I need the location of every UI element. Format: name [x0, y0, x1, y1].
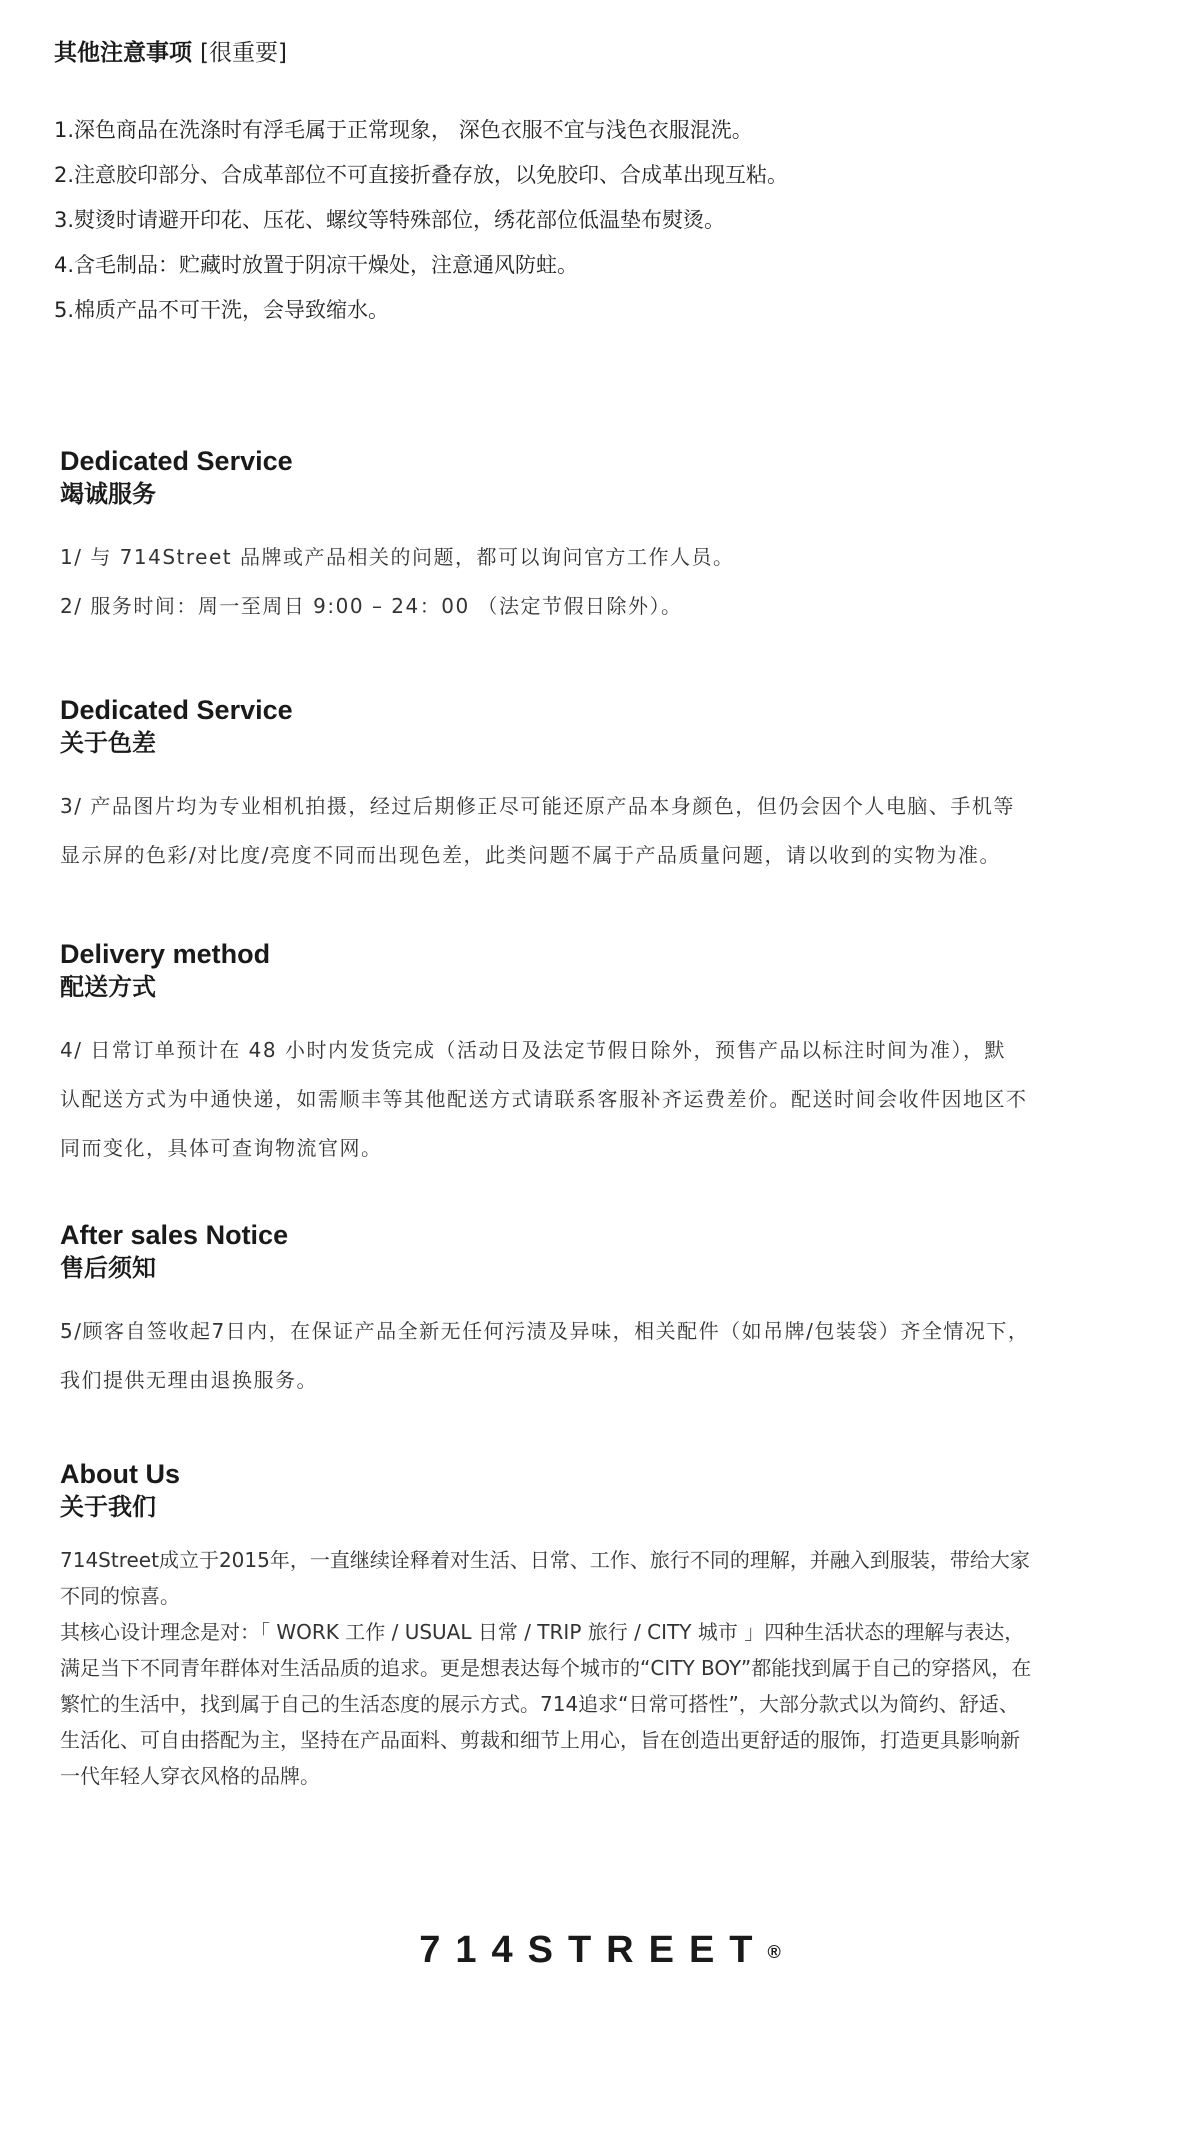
after-sales-heading-en: After sales Notice	[60, 1220, 289, 1250]
care-notes-section	[54, 36, 1154, 333]
service-line: 1/ 与 714Street 品牌或产品相关的问题，都可以询问官方工作人员。	[60, 545, 735, 569]
about-line: 不同的惊喜。	[60, 1584, 180, 1608]
care-title-tag: [很重要]	[200, 40, 287, 66]
care-note-item: 3.熨烫时请避开印花、压花、螺纹等特殊部位，绣花部位低温垫布熨烫。	[54, 208, 726, 232]
brand-logo	[0, 1925, 1200, 1975]
care-notes-list	[54, 108, 1154, 333]
about-line: 生活化、可自由搭配为主，坚持在产品面料、剪裁和细节上用心，旨在创造出更舒适的服饰，打造更具影响新	[60, 1728, 1020, 1752]
color-body	[60, 782, 1140, 880]
service-heading-en: Dedicated Service	[60, 446, 293, 476]
care-notes-title	[54, 36, 1154, 70]
care-title-text: 其他注意事项	[54, 40, 192, 66]
service-body	[60, 533, 1140, 631]
care-note-item: 1.深色商品在洗涤时有浮毛属于正常现象， 深色衣服不宜与浅色衣服混洗。	[54, 118, 753, 142]
delivery-heading-en: Delivery method	[60, 939, 271, 969]
after-sales-section	[60, 1219, 1140, 1405]
after-sales-line: 5/顾客自签收起7日内，在保证产品全新无任何污渍及异味，相关配件（如吊牌/包装袋）齐全情况下，	[60, 1319, 1030, 1343]
service-line: 2/ 服务时间：周一至周日 9:00 – 24：00 （法定节假日除外）。	[60, 594, 683, 618]
about-line: 其核心设计理念是对：「 WORK 工作 / USUAL 日常 / TRIP 旅行 / CITY 城市 」四种生活状态的理解与表达，	[60, 1620, 1025, 1644]
service-section	[60, 445, 1140, 631]
about-line: 714Street成立于2015年，一直继续诠释着对生活、日常、工作、旅行不同的理解，并融入到服装，带给大家	[60, 1548, 1030, 1572]
delivery-section	[60, 938, 1140, 1173]
color-heading-en: Dedicated Service	[60, 695, 293, 725]
color-line: 显示屏的色彩/对比度/亮度不同而出现色差，此类问题不属于产品质量问题，请以收到的实物为准。	[60, 843, 1001, 867]
about-line: 繁忙的生活中，找到属于自己的生活态度的展示方式。714追求“日常可搭性”，大部分款式以为简约、舒适、	[60, 1692, 1019, 1716]
after-sales-heading-zh: 售后须知	[60, 1254, 156, 1282]
care-note-item: 2.注意胶印部分、合成革部位不可直接折叠存放，以免胶印、合成革出现互粘。	[54, 163, 789, 187]
color-difference-section	[60, 694, 1140, 880]
about-heading-en: About Us	[60, 1459, 180, 1489]
color-heading-zh: 关于色差	[60, 729, 156, 757]
brand-logo-wordmark: 714STREET	[419, 1929, 768, 1971]
registered-trademark-icon: ®	[767, 1942, 781, 1962]
about-line: 满足当下不同青年群体对生活品质的追求。更是想表达每个城市的“CITY BOY”都能找到属于自己的穿搭风，在	[60, 1656, 1032, 1680]
delivery-line: 认配送方式为中通快递，如需顺丰等其他配送方式请联系客服补齐运费差价。配送时间会收件因地区不	[60, 1087, 1028, 1111]
after-sales-line: 我们提供无理由退换服务。	[60, 1368, 318, 1392]
care-note-item: 4.含毛制品：贮藏时放置于阴凉干燥处，注意通风防蛀。	[54, 253, 579, 277]
color-line: 3/ 产品图片均为专业相机拍摄，经过后期修正尽可能还原产品本身颜色，但仍会因个人电脑、手机等	[60, 794, 1015, 818]
delivery-line: 4/ 日常订单预计在 48 小时内发货完成（活动日及法定节假日除外，预售产品以标注时间为准），默	[60, 1038, 1006, 1062]
about-body	[60, 1542, 1140, 1794]
care-note-item: 5.棉质产品不可干洗，会导致缩水。	[54, 298, 390, 322]
service-heading-zh: 竭诚服务	[60, 480, 156, 508]
delivery-line: 同而变化，具体可查询物流官网。	[60, 1136, 383, 1160]
about-us-section	[60, 1458, 1140, 1794]
delivery-body	[60, 1026, 1140, 1173]
after-sales-body	[60, 1307, 1140, 1405]
about-line: 一代年轻人穿衣风格的品牌。	[60, 1764, 320, 1788]
delivery-heading-zh: 配送方式	[60, 973, 156, 1001]
about-heading-zh: 关于我们	[60, 1493, 156, 1521]
